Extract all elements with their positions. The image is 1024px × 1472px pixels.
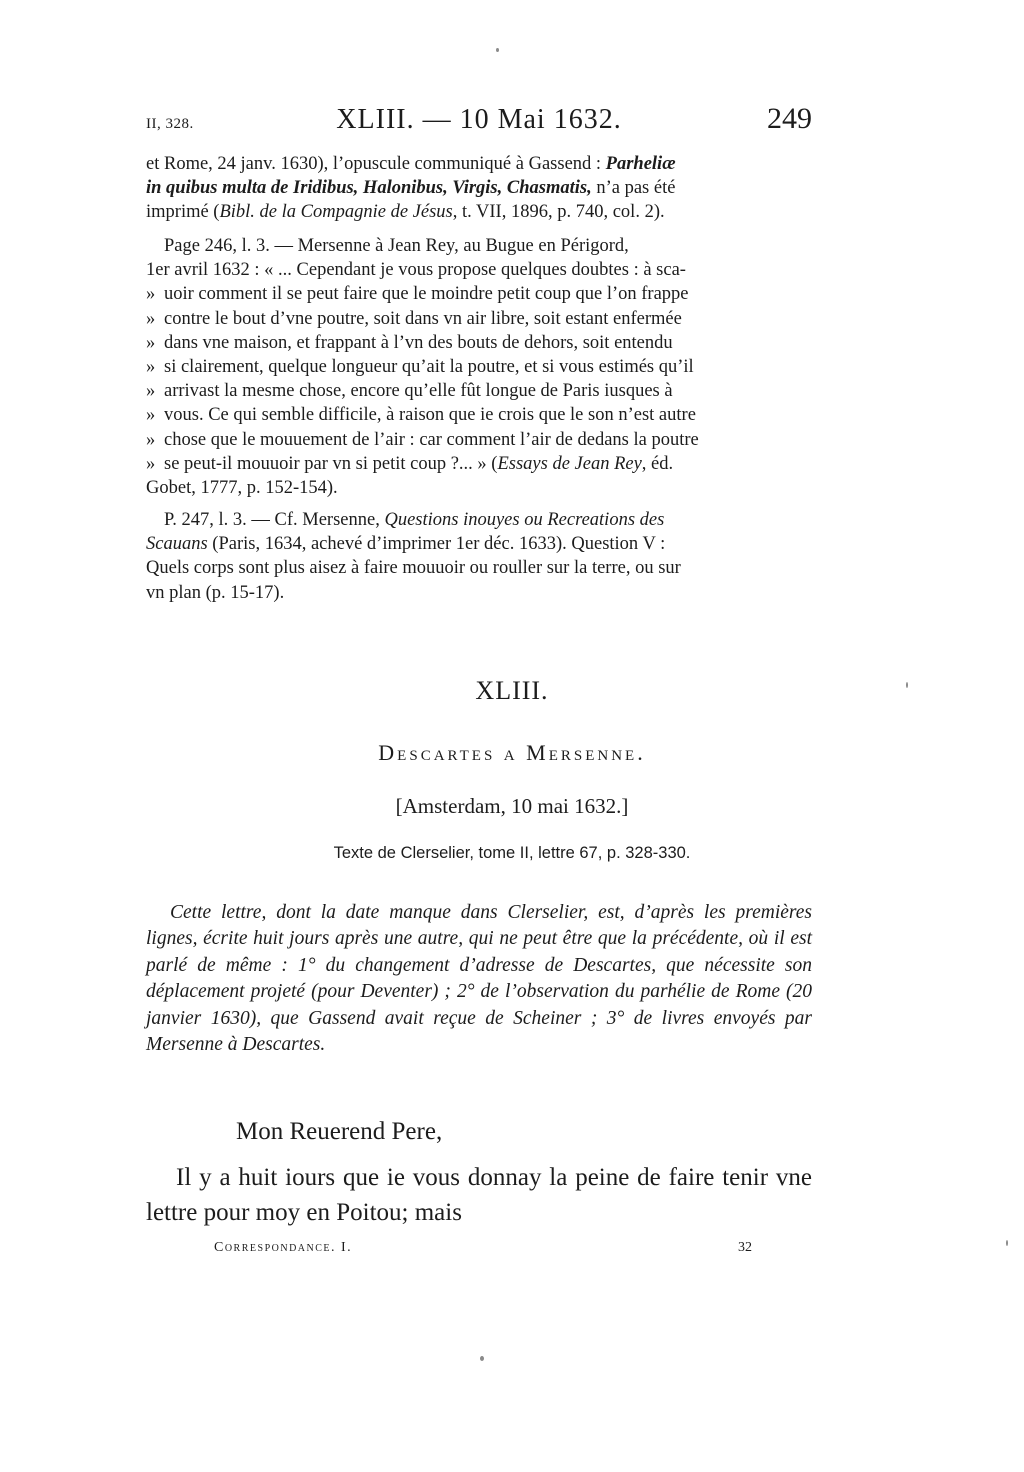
paper-speck (1006, 1240, 1008, 1246)
quoted-line: » uoir comment il se peut faire que le moindre petit coup que l’on frappe (146, 282, 812, 306)
page-footer (214, 1240, 752, 1260)
page-number: 249 (767, 102, 812, 135)
volume-reference: II, 328. (146, 116, 194, 132)
quoted-line: » si clairement, quelque longueur qu’ait la poutre, et si vous estimés qu’il (146, 355, 812, 379)
letter-number: XLIII. (475, 676, 549, 705)
note-line: Quels corps sont plus aisez à faire mouuoir ou rouller sur la terre, ou sur (146, 558, 681, 579)
gathering-number: 32 (738, 1240, 752, 1255)
note-paragraph-1 (146, 152, 812, 225)
note-line: et Rome, 24 janv. 1630), l’opuscule communiqué à Gassend : Parheliæ (146, 154, 676, 174)
note-line: imprimé (Bibl. de la Compagnie de Jésus, t. VII, 1896, p. 740, col. 2). (146, 202, 665, 223)
note-line: P. 247, l. 3. — Cf. Mersenne, Questions inouyes ou Recreations des (164, 510, 665, 530)
letter-body (146, 1160, 812, 1230)
running-title: XLIII. — 10 Mai 1632. (336, 104, 622, 135)
note-line: Scauans (Paris, 1634, achevé d’imprimer 1er déc. 1633). Question V : (146, 534, 666, 555)
quoted-line: » arrivast la mesme chose, encore qu’elle fût longue de Paris iusques à (146, 379, 812, 403)
letter-heading: Descartes a Mersenne. (378, 740, 646, 765)
paper-speck (496, 48, 499, 52)
note-line: vn plan (p. 15-17). (146, 582, 285, 603)
signature-mark: Correspondance. I. (214, 1240, 353, 1255)
note-paragraph-3 (146, 508, 812, 605)
note-line: in quibus multa de Iridibus, Halonibus, Virgis, Chasmatis, n’a pas été (146, 178, 676, 199)
letter-date: [Amsterdam, 10 mai 1632.] (395, 794, 629, 818)
paper-speck (906, 682, 908, 688)
running-head (146, 102, 812, 146)
quoted-line: » contre le bout d’vne poutre, soit dans vn air libre, soit estant enfermée (146, 307, 812, 331)
quoted-line: » se peut-il mouuoir par vn si petit coup ?... » (Essays de Jean Rey, éd. (146, 452, 812, 476)
letter-source: Texte de Clerselier, tome II, lettre 67, p. 328-330. (333, 844, 691, 862)
quoted-line: » dans vne maison, et frappant à l’vn des bouts de dehors, soit entendu (146, 331, 812, 355)
quoted-line: » vous. Ce qui semble difficile, à raison que ie crois que le son n’est autre (146, 403, 812, 427)
note-line: Page 246, l. 3. — Mersenne à Jean Rey, au Bugue en Périgord, (164, 236, 629, 256)
body-paragraph: Il y a huit iours que ie vous donnay la peine de faire tenir vne lettre pour moy en Poitou; mais (146, 1164, 812, 1226)
editorial-introduction (146, 900, 812, 1058)
paper-speck (480, 1356, 484, 1361)
note-line: 1er avril 1632 : « ... Cependant je vous propose quelques doubtes : à sca- (146, 260, 686, 281)
note-line: Gobet, 1777, p. 152-154). (146, 478, 338, 499)
salutation: Mon Reuerend Pere, (236, 1118, 443, 1145)
note-paragraph-2 (146, 234, 812, 500)
introduction-text: Cette lettre, dont la date manque dans Clerselier, est, d’après les premières lignes, écrite huit jours après une autre, qui ne peut être que la précédente, où il est parlé de même : 1° du changement d’adresse de Descartes, que nécessite son déplacement projeté (pour Deventer) ; 2° de l’observation du parhélie de Rome (20 janvier 1630), que Gassend avait reçue de Scheiner ; 3° de livres envoyés par Mersenne à Descartes. (146, 902, 812, 1056)
quoted-line: » chose que le mouuement de l’air : car comment l’air de dedans la poutre (146, 428, 812, 452)
